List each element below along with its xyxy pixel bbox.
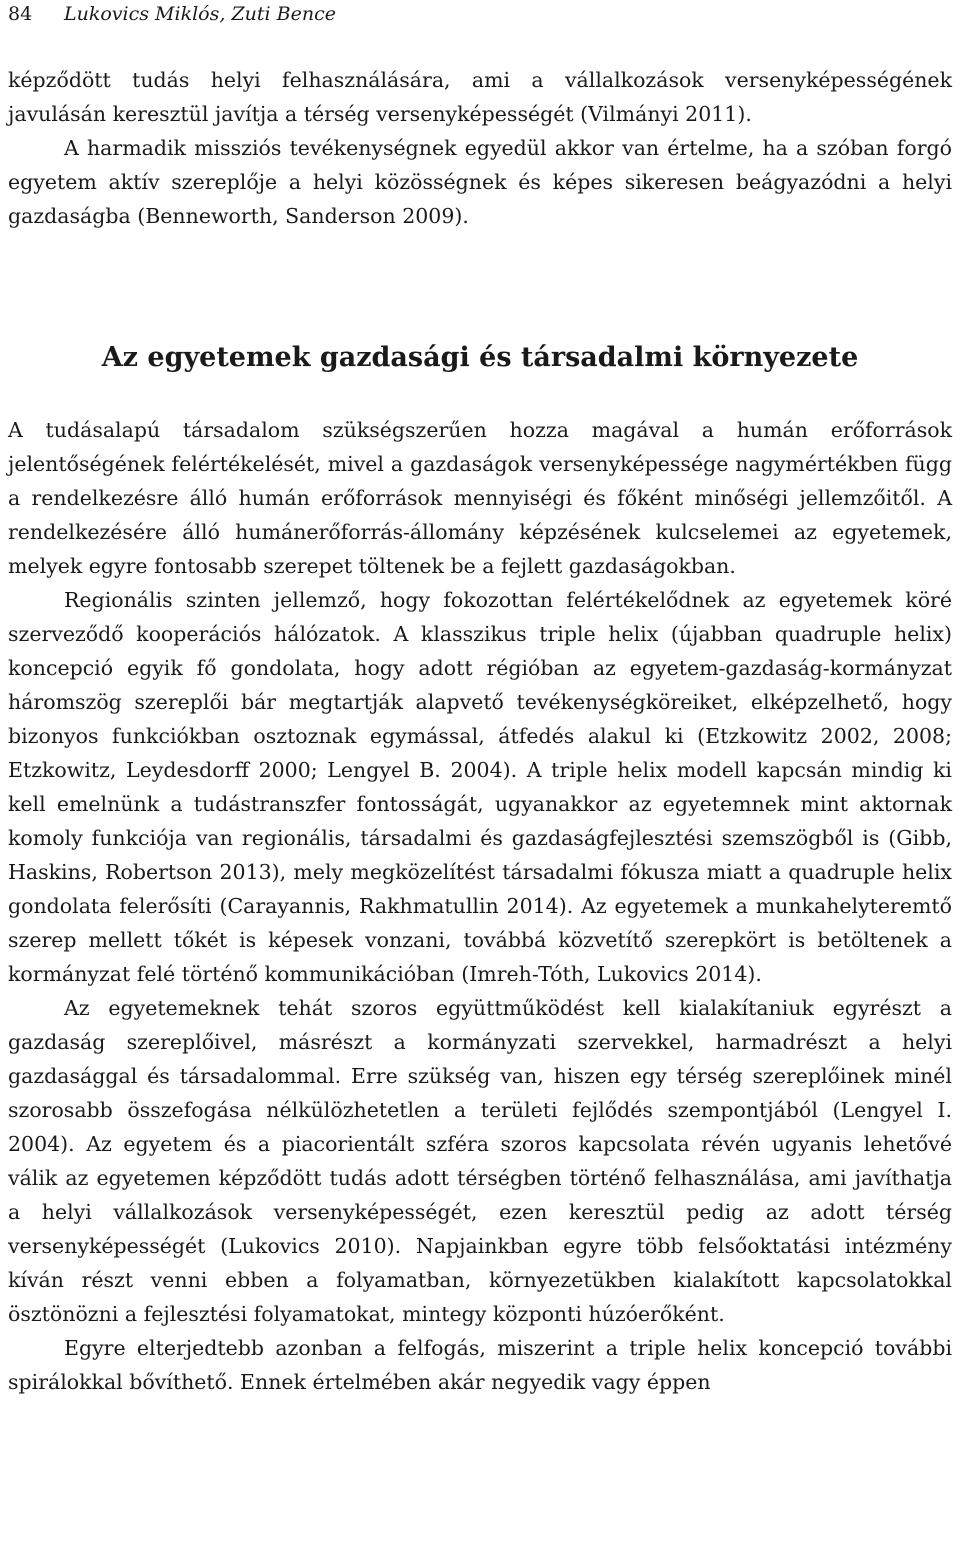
intro-paragraph-continued: képződött tudás helyi felhasználására, ami a vállalkozások versenyképességének javulásán keresztül javítja a térség versenyképességét (Vilmányi 2011).	[8, 68, 952, 126]
body-paragraph: Az egyetemeknek tehát szoros együttműködést kell kialakítaniuk egyrészt a gazdaság szereplőivel, másrészt a kormányzati szervekkel, harmadrészt a helyi gazdasággal és társadalommal. Erre szükség van, hiszen egy térség szereplőinek minél szorosabb összefogása nélkülözhetetlen a területi fejlődés szempontjából (Lengyel I. 2004). Az egyetem és a piacorientált szféra szoros kapcsolata révén ugyanis lehetővé válik az egyetemen képződött tudás adott térségben történő felhasználása, ami javíthatja a helyi vállalkozások versenyképességét, ezen keresztül pedig az adott térség versenyképességét (Lukovics 2010). Napjainkban egyre több felsőoktatási intézmény kíván részt venni ebben a folyamatban, környezetükben kialakított kapcsolatokkal ösztönözni a fejlesztési folyamatokat, mintegy központi húzóerőként.	[8, 996, 952, 1326]
running-header	[8, 2, 336, 26]
section-heading: Az egyetemek gazdasági és társadalmi környezete	[101, 342, 859, 373]
intro-text	[8, 63, 952, 233]
running-header-authors: Lukovics Miklós, Zuti Bence	[64, 3, 336, 25]
section-body	[8, 413, 952, 1399]
body-paragraph: Egyre elterjedtebb azonban a felfogás, miszerint a triple helix koncepció további spirálokkal bővíthető. Ennek értelmében akár negyedik vagy éppen	[8, 1336, 952, 1394]
intro-paragraph: A harmadik missziós tevékenységnek egyedül akkor van értelme, ha a szóban forgó egyetem aktív szereplője a helyi közösségnek és képes sikeresen beágyazódni a helyi gazdaságba (Benneworth, Sanderson 2009).	[8, 136, 952, 228]
body-paragraph: Regionális szinten jellemző, hogy fokozottan felértékelődnek az egyetemek köré szerveződő kooperációs hálózatok. A klasszikus triple helix (újabban quadruple helix) koncepció egyik fő gondolata, hogy adott régióban az egyetem-gazdaság-kormányzat háromszög szereplői bár megtartják alapvető tevékenységköreiket, elképzelhető, hogy bizonyos funkciókban osztoznak egymással, átfedés alakul ki (Etzkowitz 2002, 2008; Etzkowitz, Leydesdorff 2000; Lengyel B. 2004). A triple helix modell kapcsán mindig ki kell emelnünk a tudástranszfer fontosságát, ugyanakkor az egyetemnek mint aktornak komoly funkciója van regionális, társadalmi és gazdaságfejlesztési szemszögből is (Gibb, Haskins, Robertson 2013), mely megközelítést társadalmi fókusza miatt a quadruple helix gondolata felerősíti (Carayannis, Rakhmatullin 2014). Az egyetemek a munkahelyteremtő szerep mellett tőkét is képesek vonzani, továbbá közvetítő szerepkört is betöltenek a kormányzat felé történő kommunikációban (Imreh-Tóth, Lukovics 2014).	[8, 588, 952, 986]
body-paragraph: A tudásalapú társadalom szükségszerűen hozza magával a humán erőforrások jelentőségének felértékelését, mivel a gazdaságok versenyképessége nagymértékben függ a rendelkezésre álló humán erőforrások mennyiségi és főként minőségi jellemzőitől. A rendelkezésére álló humánerőforrás-állomány képzésének kulcselemei az egyetemek, melyek egyre fontosabb szerepet töltenek be a fejlett gazdaságokban.	[8, 418, 952, 578]
page-number: 84	[8, 3, 33, 25]
